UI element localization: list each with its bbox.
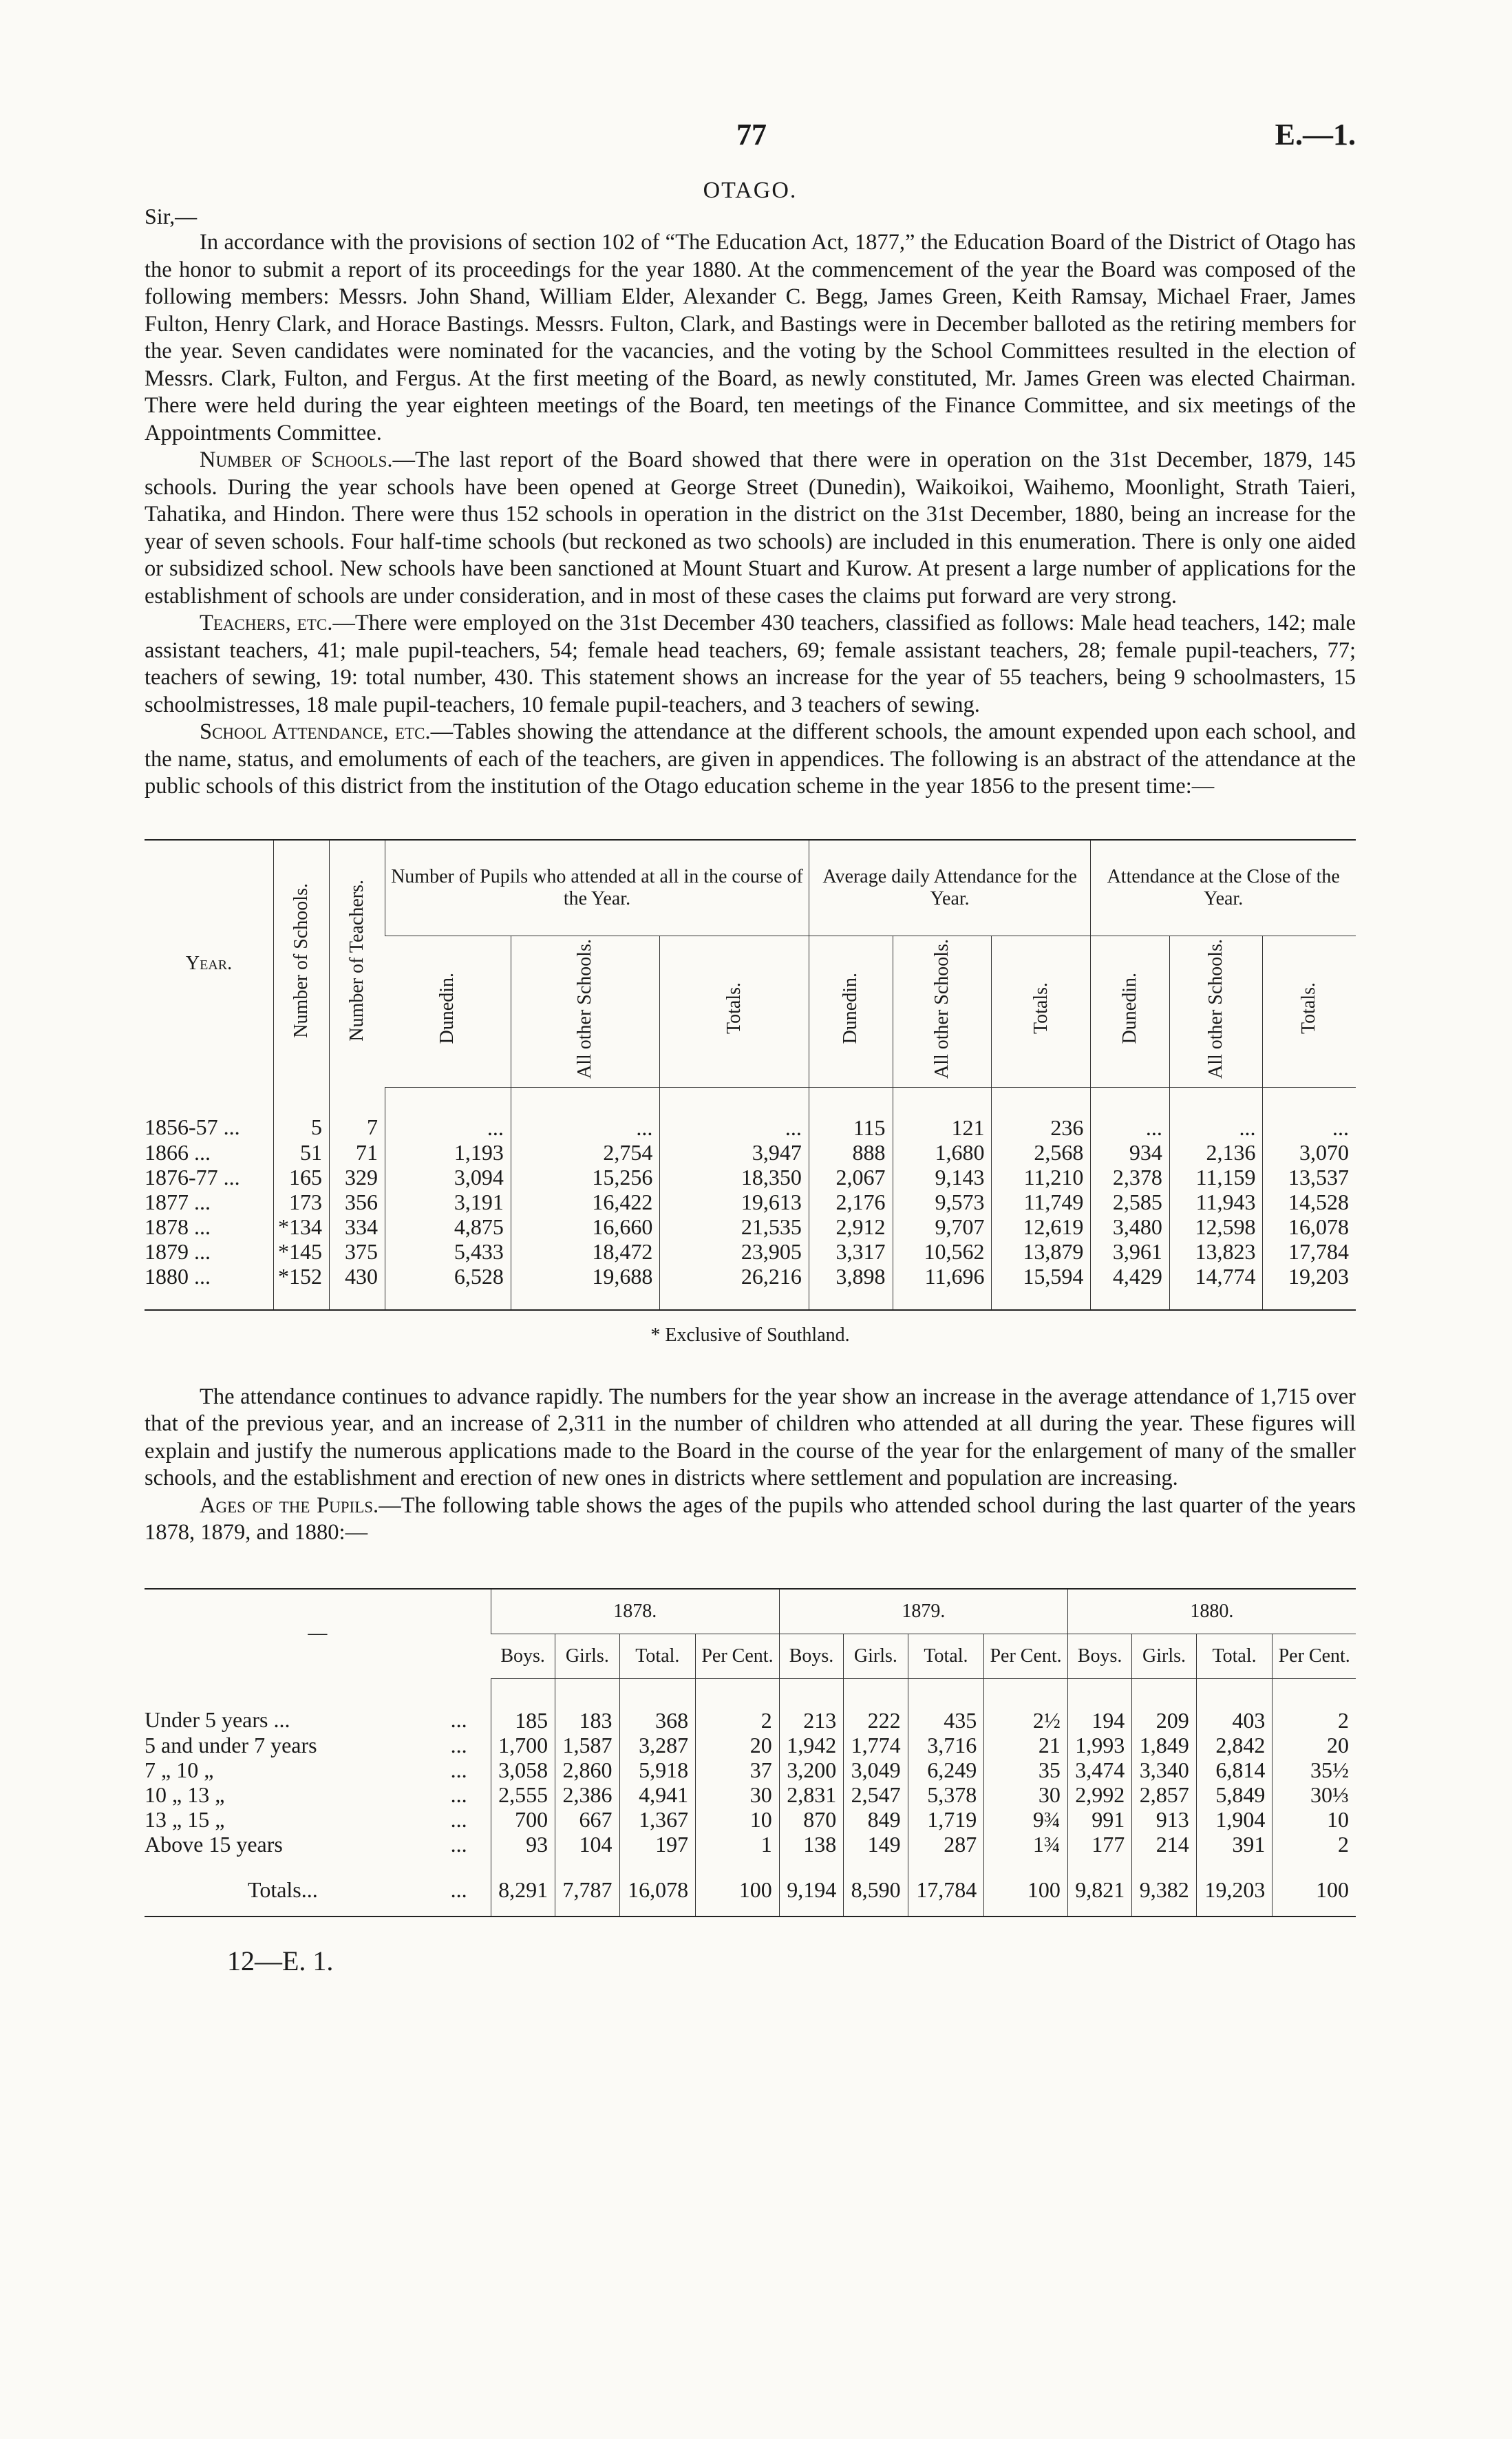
value-cell: 11,943 [1169, 1190, 1263, 1214]
value-cell: 991 [1067, 1807, 1131, 1832]
ages-subhead: Per Cent. [984, 1634, 1068, 1678]
average-group-header: Average daily Attendance for the Year. [809, 840, 1090, 936]
value-cell: 1,993 [1067, 1733, 1131, 1757]
value-cell: 19,688 [511, 1264, 660, 1310]
value-cell: 1 [696, 1832, 780, 1857]
year-cell: 1856-57 ... [145, 1115, 240, 1140]
value-cell: 35½ [1273, 1757, 1356, 1782]
attendance-table [145, 839, 1356, 1311]
section-title: OTAGO. [703, 178, 798, 203]
age-label-cell: 13 „ 15 „ [145, 1806, 225, 1832]
value-cell: ... [1091, 1087, 1170, 1140]
schools-paragraph [145, 447, 1356, 610]
age-row [145, 1782, 1356, 1807]
value-cell: ... [450, 1707, 467, 1733]
value-cell: 1,719 [908, 1807, 984, 1832]
value-cell: 183 [555, 1678, 619, 1733]
year-1880-header: 1880. [1067, 1589, 1356, 1634]
value-cell: 100 [1273, 1857, 1356, 1917]
value-cell: 9,382 [1132, 1857, 1196, 1917]
year-1879-header: 1879. [779, 1589, 1067, 1634]
value-cell: 71 [330, 1140, 385, 1165]
page-number: 77 [736, 118, 767, 151]
value-cell: 3,058 [491, 1757, 555, 1782]
value-cell: 11,159 [1169, 1165, 1263, 1190]
value-cell: 16,078 [1263, 1214, 1356, 1239]
value-cell: 35 [984, 1757, 1068, 1782]
value-cell: 430 [330, 1264, 385, 1310]
table-footnote: * Exclusive of Southland. [650, 1324, 850, 1346]
value-cell: ... [450, 1806, 467, 1832]
subhead-other: All other Schools. [893, 936, 992, 1087]
teachers-paragraph [145, 610, 1356, 719]
value-cell: 3,947 [660, 1140, 809, 1165]
value-cell: 2,585 [1091, 1190, 1170, 1214]
value-cell: 9¾ [984, 1807, 1068, 1832]
value-cell: *134 [274, 1214, 330, 1239]
value-cell: 3,340 [1132, 1757, 1196, 1782]
age-row [145, 1733, 1356, 1757]
ages-subhead: Total. [908, 1634, 984, 1678]
value-cell: *145 [274, 1239, 330, 1264]
value-cell: 2,176 [809, 1190, 893, 1214]
value-cell: ... [1169, 1087, 1263, 1140]
document-page [145, 103, 1356, 1977]
value-cell: 1,193 [385, 1140, 511, 1165]
value-cell: 13,823 [1169, 1239, 1263, 1264]
value-cell: 5 [274, 1087, 330, 1140]
teachers-heading: Teachers, etc. [200, 611, 333, 635]
value-cell: 11,210 [992, 1165, 1091, 1190]
value-cell: 3,070 [1263, 1140, 1356, 1165]
value-cell: 12,619 [992, 1214, 1091, 1239]
value-cell: 16,078 [619, 1857, 696, 1917]
value-cell: 37 [696, 1757, 780, 1782]
value-cell: 6,528 [385, 1264, 511, 1310]
value-cell: 1¾ [984, 1832, 1068, 1857]
value-cell: 1,774 [844, 1733, 908, 1757]
attendance-row [145, 1239, 1356, 1264]
attendance-row [145, 1087, 1356, 1140]
value-cell: 15,594 [992, 1264, 1091, 1310]
value-cell: 30 [984, 1782, 1068, 1807]
value-cell: ... [450, 1782, 467, 1807]
value-cell: 18,472 [511, 1239, 660, 1264]
value-cell: 4,875 [385, 1214, 511, 1239]
year-1878-header: 1878. [491, 1589, 779, 1634]
subhead-totals: Totals. [660, 936, 809, 1087]
value-cell: 849 [844, 1807, 908, 1832]
value-cell: 121 [893, 1087, 992, 1140]
attendance-heading: School Attendance, etc. [200, 719, 431, 744]
age-row [145, 1832, 1356, 1857]
value-cell: 214 [1132, 1832, 1196, 1857]
value-cell: 17,784 [1263, 1239, 1356, 1264]
value-cell: 334 [330, 1214, 385, 1239]
ages-text: —The following table shows the ages of the pupils who attended school during the last quarter of the years 1878, 1879, and 1880:— [145, 1492, 1356, 1545]
value-cell: 13,537 [1263, 1165, 1356, 1190]
value-cell: 104 [555, 1832, 619, 1857]
value-cell: 194 [1067, 1678, 1131, 1733]
value-cell: 403 [1196, 1678, 1273, 1733]
value-cell: 2,555 [491, 1782, 555, 1807]
value-cell: 368 [619, 1678, 696, 1733]
value-cell: 2½ [984, 1678, 1068, 1733]
ages-subhead: Boys. [779, 1634, 843, 1678]
ages-subhead: Boys. [1067, 1634, 1131, 1678]
value-cell: 3,094 [385, 1165, 511, 1190]
value-cell: 2,857 [1132, 1782, 1196, 1807]
value-cell: 9,821 [1067, 1857, 1131, 1917]
close-group-header: Attendance at the Close of the Year. [1091, 840, 1356, 936]
value-cell: 2 [1273, 1832, 1356, 1857]
year-cell: 1878 ... [145, 1214, 211, 1239]
value-cell: 213 [779, 1678, 843, 1733]
ages-subhead: Girls. [555, 1634, 619, 1678]
year-cell: 1876-77 ... [145, 1164, 240, 1190]
value-cell: 9,143 [893, 1165, 992, 1190]
value-cell: 197 [619, 1832, 696, 1857]
year-header: Year. [185, 952, 233, 974]
value-cell: 3,200 [779, 1757, 843, 1782]
value-cell: 115 [809, 1087, 893, 1140]
subhead-dunedin: Dunedin. [1091, 936, 1170, 1087]
value-cell: 16,660 [511, 1214, 660, 1239]
ages-subhead: Total. [619, 1634, 696, 1678]
value-cell: 6,249 [908, 1757, 984, 1782]
age-label-cell: Totals... [248, 1877, 318, 1902]
value-cell: 2,754 [511, 1140, 660, 1165]
value-cell: *152 [274, 1264, 330, 1310]
value-cell: 1,680 [893, 1140, 992, 1165]
value-cell: 3,961 [1091, 1239, 1170, 1264]
value-cell: 23,905 [660, 1239, 809, 1264]
value-cell: ... [511, 1087, 660, 1140]
value-cell: 13,879 [992, 1239, 1091, 1264]
advance-paragraph: The attendance continues to advance rapidly. The numbers for the year show an increase in the average attendance of 1,715 over that of the previous year, and an increase of 2,311 in the number of children who attended at all during the year. These figures will explain and justify the numerous applications made to the Board in the course of the year for the enlargement of many of the smaller schools, and the establishment and erection of new ones in districts where settlement and population are increasing. [145, 1384, 1356, 1490]
value-cell: 16,422 [511, 1190, 660, 1214]
value-cell: 14,774 [1169, 1264, 1263, 1310]
ages-subhead: Girls. [844, 1634, 908, 1678]
attendance-row [145, 1264, 1356, 1310]
value-cell: 100 [696, 1857, 780, 1917]
value-cell: 3,898 [809, 1264, 893, 1310]
value-cell: 138 [779, 1832, 843, 1857]
ages-subhead: Total. [1196, 1634, 1273, 1678]
age-row [145, 1807, 1356, 1832]
value-cell: 2,831 [779, 1782, 843, 1807]
value-cell: 1,849 [1132, 1733, 1196, 1757]
value-cell: ... [450, 1877, 467, 1902]
value-cell: 30⅓ [1273, 1782, 1356, 1807]
num-schools-header: Number of Schools. [274, 840, 330, 1088]
value-cell: 2,378 [1091, 1165, 1170, 1190]
value-cell: 21 [984, 1733, 1068, 1757]
value-cell: 5,433 [385, 1239, 511, 1264]
value-cell: 8,291 [491, 1857, 555, 1917]
value-cell: 2,136 [1169, 1140, 1263, 1165]
totals-row [145, 1857, 1356, 1917]
value-cell: 1,904 [1196, 1807, 1273, 1832]
value-cell: 11,696 [893, 1264, 992, 1310]
value-cell: 934 [1091, 1140, 1170, 1165]
value-cell: 375 [330, 1239, 385, 1264]
year-cell: 1879 ... [145, 1238, 211, 1264]
value-cell: 20 [696, 1733, 780, 1757]
value-cell: ... [450, 1831, 467, 1857]
year-cell: 1866 ... [145, 1139, 211, 1165]
value-cell: 9,194 [779, 1857, 843, 1917]
value-cell: 435 [908, 1678, 984, 1733]
value-cell: 2,067 [809, 1165, 893, 1190]
value-cell: 20 [1273, 1733, 1356, 1757]
signature-mark: 12—E. 1. [227, 1945, 334, 1976]
value-cell: 17,784 [908, 1857, 984, 1917]
value-cell: 10 [696, 1807, 780, 1832]
value-cell: 391 [1196, 1832, 1273, 1857]
value-cell: ... [1263, 1087, 1356, 1140]
subhead-other: All other Schools. [511, 936, 660, 1087]
value-cell: 21,535 [660, 1214, 809, 1239]
value-cell: 18,350 [660, 1165, 809, 1190]
value-cell: 2,386 [555, 1782, 619, 1807]
ages-subhead: Boys. [491, 1634, 555, 1678]
ages-subhead: Per Cent. [1273, 1634, 1356, 1678]
value-cell: 209 [1132, 1678, 1196, 1733]
subhead-dunedin: Dunedin. [385, 936, 511, 1087]
value-cell: 9,573 [893, 1190, 992, 1214]
attendance-text: —Tables showing the attendance at the different schools, the amount expended upon each school, and the name, status, and emoluments of each of the teachers, are given in appendices. The following is an abstract of the attendance at the public schools of this district from the institution of the Otago education scheme in the year 1856 to the present time:— [145, 719, 1356, 799]
value-cell: 1,700 [491, 1733, 555, 1757]
value-cell: 5,918 [619, 1757, 696, 1782]
value-cell: 30 [696, 1782, 780, 1807]
num-teachers-header: Number of Teachers. [330, 840, 385, 1088]
value-cell: 356 [330, 1190, 385, 1214]
ages-paragraph [145, 1492, 1356, 1547]
value-cell: 26,216 [660, 1264, 809, 1310]
value-cell: 93 [491, 1832, 555, 1857]
attendance-row [145, 1190, 1356, 1214]
value-cell: 149 [844, 1832, 908, 1857]
intro-paragraph: In accordance with the provisions of section 102 of “The Education Act, 1877,” the Education Board of the District of Otago has the honor to submit a report of its proceedings for the year 1880. At the commencement of the year the Board was composed of the following members: Messrs. John Shand, William Elder, Alexander C. Begg, James Green, Keith Ramsay, Michael Fraer, James Fulton, Henry Clark, and Horace Bastings. Messrs. Fulton, Clark, and Bastings were in December balloted as the retiring members for the year. Seven candidates were nominated for the vacancies, and the voting by the School Committees resulted in the election of Messrs. Clark, Fulton, and Fergus. At the first meeting of the Board, as newly constituted, Mr. James Green was elected Chairman. There were held during the year eighteen meetings of the Board, ten meetings of the Finance Committee, and six meetings of the Appointments Committee. [145, 230, 1356, 445]
value-cell: 12,598 [1169, 1214, 1263, 1239]
value-cell: 19,203 [1196, 1857, 1273, 1917]
value-cell: 19,203 [1263, 1264, 1356, 1310]
value-cell: 2,992 [1067, 1782, 1131, 1807]
value-cell: 2 [1273, 1678, 1356, 1733]
value-cell: 2,547 [844, 1782, 908, 1807]
value-cell: 913 [1132, 1807, 1196, 1832]
value-cell: ... [660, 1087, 809, 1140]
schools-heading: Number of Schools. [200, 447, 393, 472]
value-cell: 165 [274, 1165, 330, 1190]
value-cell: 2,860 [555, 1757, 619, 1782]
value-cell: 3,287 [619, 1733, 696, 1757]
ages-subhead: Per Cent. [696, 1634, 780, 1678]
ages-heading: Ages of the Pupils. [200, 1492, 379, 1518]
schools-text: —The last report of the Board showed that there were in operation on the 31st December, 1879, 145 schools. During the year schools have been opened at George Street (Dunedin), Waikoikoi, Waihemo, Moonlight, Strath Taieri, Tahatika, and Hindon. There were thus 152 schools in operation in the district on the 31st December, 1880, being an increase for the year of seven schools. Four half-time schools (but reckoned as two schools) are included in this enumeration. There is only one aided or subsidized school. New schools have been sanctioned at Mount Stuart and Kurow. At present a large number of applications for the establishment of schools are under consideration, and in most of these cases the claims put forward are very strong. [145, 447, 1356, 609]
value-cell: 2,842 [1196, 1733, 1273, 1757]
value-cell: 9,707 [893, 1214, 992, 1239]
value-cell: 8,590 [844, 1857, 908, 1917]
age-label-cell: Above 15 years [145, 1831, 283, 1857]
value-cell: 888 [809, 1140, 893, 1165]
attendance-paragraph [145, 719, 1356, 801]
value-cell: 4,941 [619, 1782, 696, 1807]
value-cell: 700 [491, 1807, 555, 1832]
salutation: Sir,— [145, 204, 198, 229]
value-cell: 1,367 [619, 1807, 696, 1832]
value-cell: 3,474 [1067, 1757, 1131, 1782]
age-label-cell: 7 „ 10 „ [145, 1757, 214, 1782]
age-label-cell: Under 5 years ... [145, 1707, 290, 1733]
value-cell: 3,049 [844, 1757, 908, 1782]
subhead-totals: Totals. [992, 936, 1091, 1087]
value-cell: 15,256 [511, 1165, 660, 1190]
value-cell: 100 [984, 1857, 1068, 1917]
value-cell: 5,849 [1196, 1782, 1273, 1807]
value-cell: 7 [330, 1087, 385, 1140]
value-cell: 3,480 [1091, 1214, 1170, 1239]
value-cell: 51 [274, 1140, 330, 1165]
value-cell: 173 [274, 1190, 330, 1214]
value-cell: 177 [1067, 1832, 1131, 1857]
value-cell: 236 [992, 1087, 1091, 1140]
value-cell: 14,528 [1263, 1190, 1356, 1214]
value-cell: 870 [779, 1807, 843, 1832]
value-cell: 5,378 [908, 1782, 984, 1807]
value-cell: 7,787 [555, 1857, 619, 1917]
value-cell: 4,429 [1091, 1264, 1170, 1310]
subhead-totals: Totals. [1263, 936, 1356, 1087]
pupils-group-header: Number of Pupils who attended at all in the course of the Year. [385, 840, 809, 936]
document-code: E.—1. [1275, 118, 1356, 151]
age-row [145, 1678, 1356, 1733]
age-row [145, 1757, 1356, 1782]
age-label-cell: 10 „ 13 „ [145, 1782, 225, 1807]
page-header [145, 103, 1356, 158]
ages-table [145, 1588, 1356, 1917]
attendance-row [145, 1214, 1356, 1239]
ages-label-header: — [308, 1623, 328, 1645]
value-cell: 11,749 [992, 1190, 1091, 1214]
value-cell: 10,562 [893, 1239, 992, 1264]
value-cell: 3,317 [809, 1239, 893, 1264]
subhead-other: All other Schools. [1169, 936, 1263, 1087]
value-cell: 2 [696, 1678, 780, 1733]
subhead-dunedin: Dunedin. [809, 936, 893, 1087]
value-cell: 667 [555, 1807, 619, 1832]
teachers-text: —There were employed on the 31st December 430 teachers, classified as follows: Male head teachers, 142; male assistant teachers, 41; male pupil-teachers, 54; female head teachers, 69; female assistant teachers, 28; female pupil-teachers, 77; teachers of sewing, 19: total number, 430. This statement shows an increase for the year of 55 teachers, being 9 schoolmasters, 15 schoolmistresses, 18 male pupil-teachers, 10 female pupil-teachers, and 3 teachers of sewing. [145, 611, 1356, 717]
value-cell: 10 [1273, 1807, 1356, 1832]
year-cell: 1880 ... [145, 1263, 211, 1289]
value-cell: ... [450, 1757, 467, 1782]
value-cell: 287 [908, 1832, 984, 1857]
value-cell: 6,814 [1196, 1757, 1273, 1782]
value-cell: 2,912 [809, 1214, 893, 1239]
value-cell: ... [450, 1732, 467, 1757]
attendance-row [145, 1165, 1356, 1190]
ages-subhead: Girls. [1132, 1634, 1196, 1678]
value-cell: 1,587 [555, 1733, 619, 1757]
value-cell: ... [385, 1087, 511, 1140]
value-cell: 2,568 [992, 1140, 1091, 1165]
year-cell: 1877 ... [145, 1189, 211, 1214]
attendance-row [145, 1140, 1356, 1165]
age-label-cell: 5 and under 7 years [145, 1732, 317, 1757]
value-cell: 222 [844, 1678, 908, 1733]
value-cell: 329 [330, 1165, 385, 1190]
value-cell: 3,191 [385, 1190, 511, 1214]
value-cell: 3,716 [908, 1733, 984, 1757]
value-cell: 1,942 [779, 1733, 843, 1757]
value-cell: 19,613 [660, 1190, 809, 1214]
value-cell: 185 [491, 1678, 555, 1733]
